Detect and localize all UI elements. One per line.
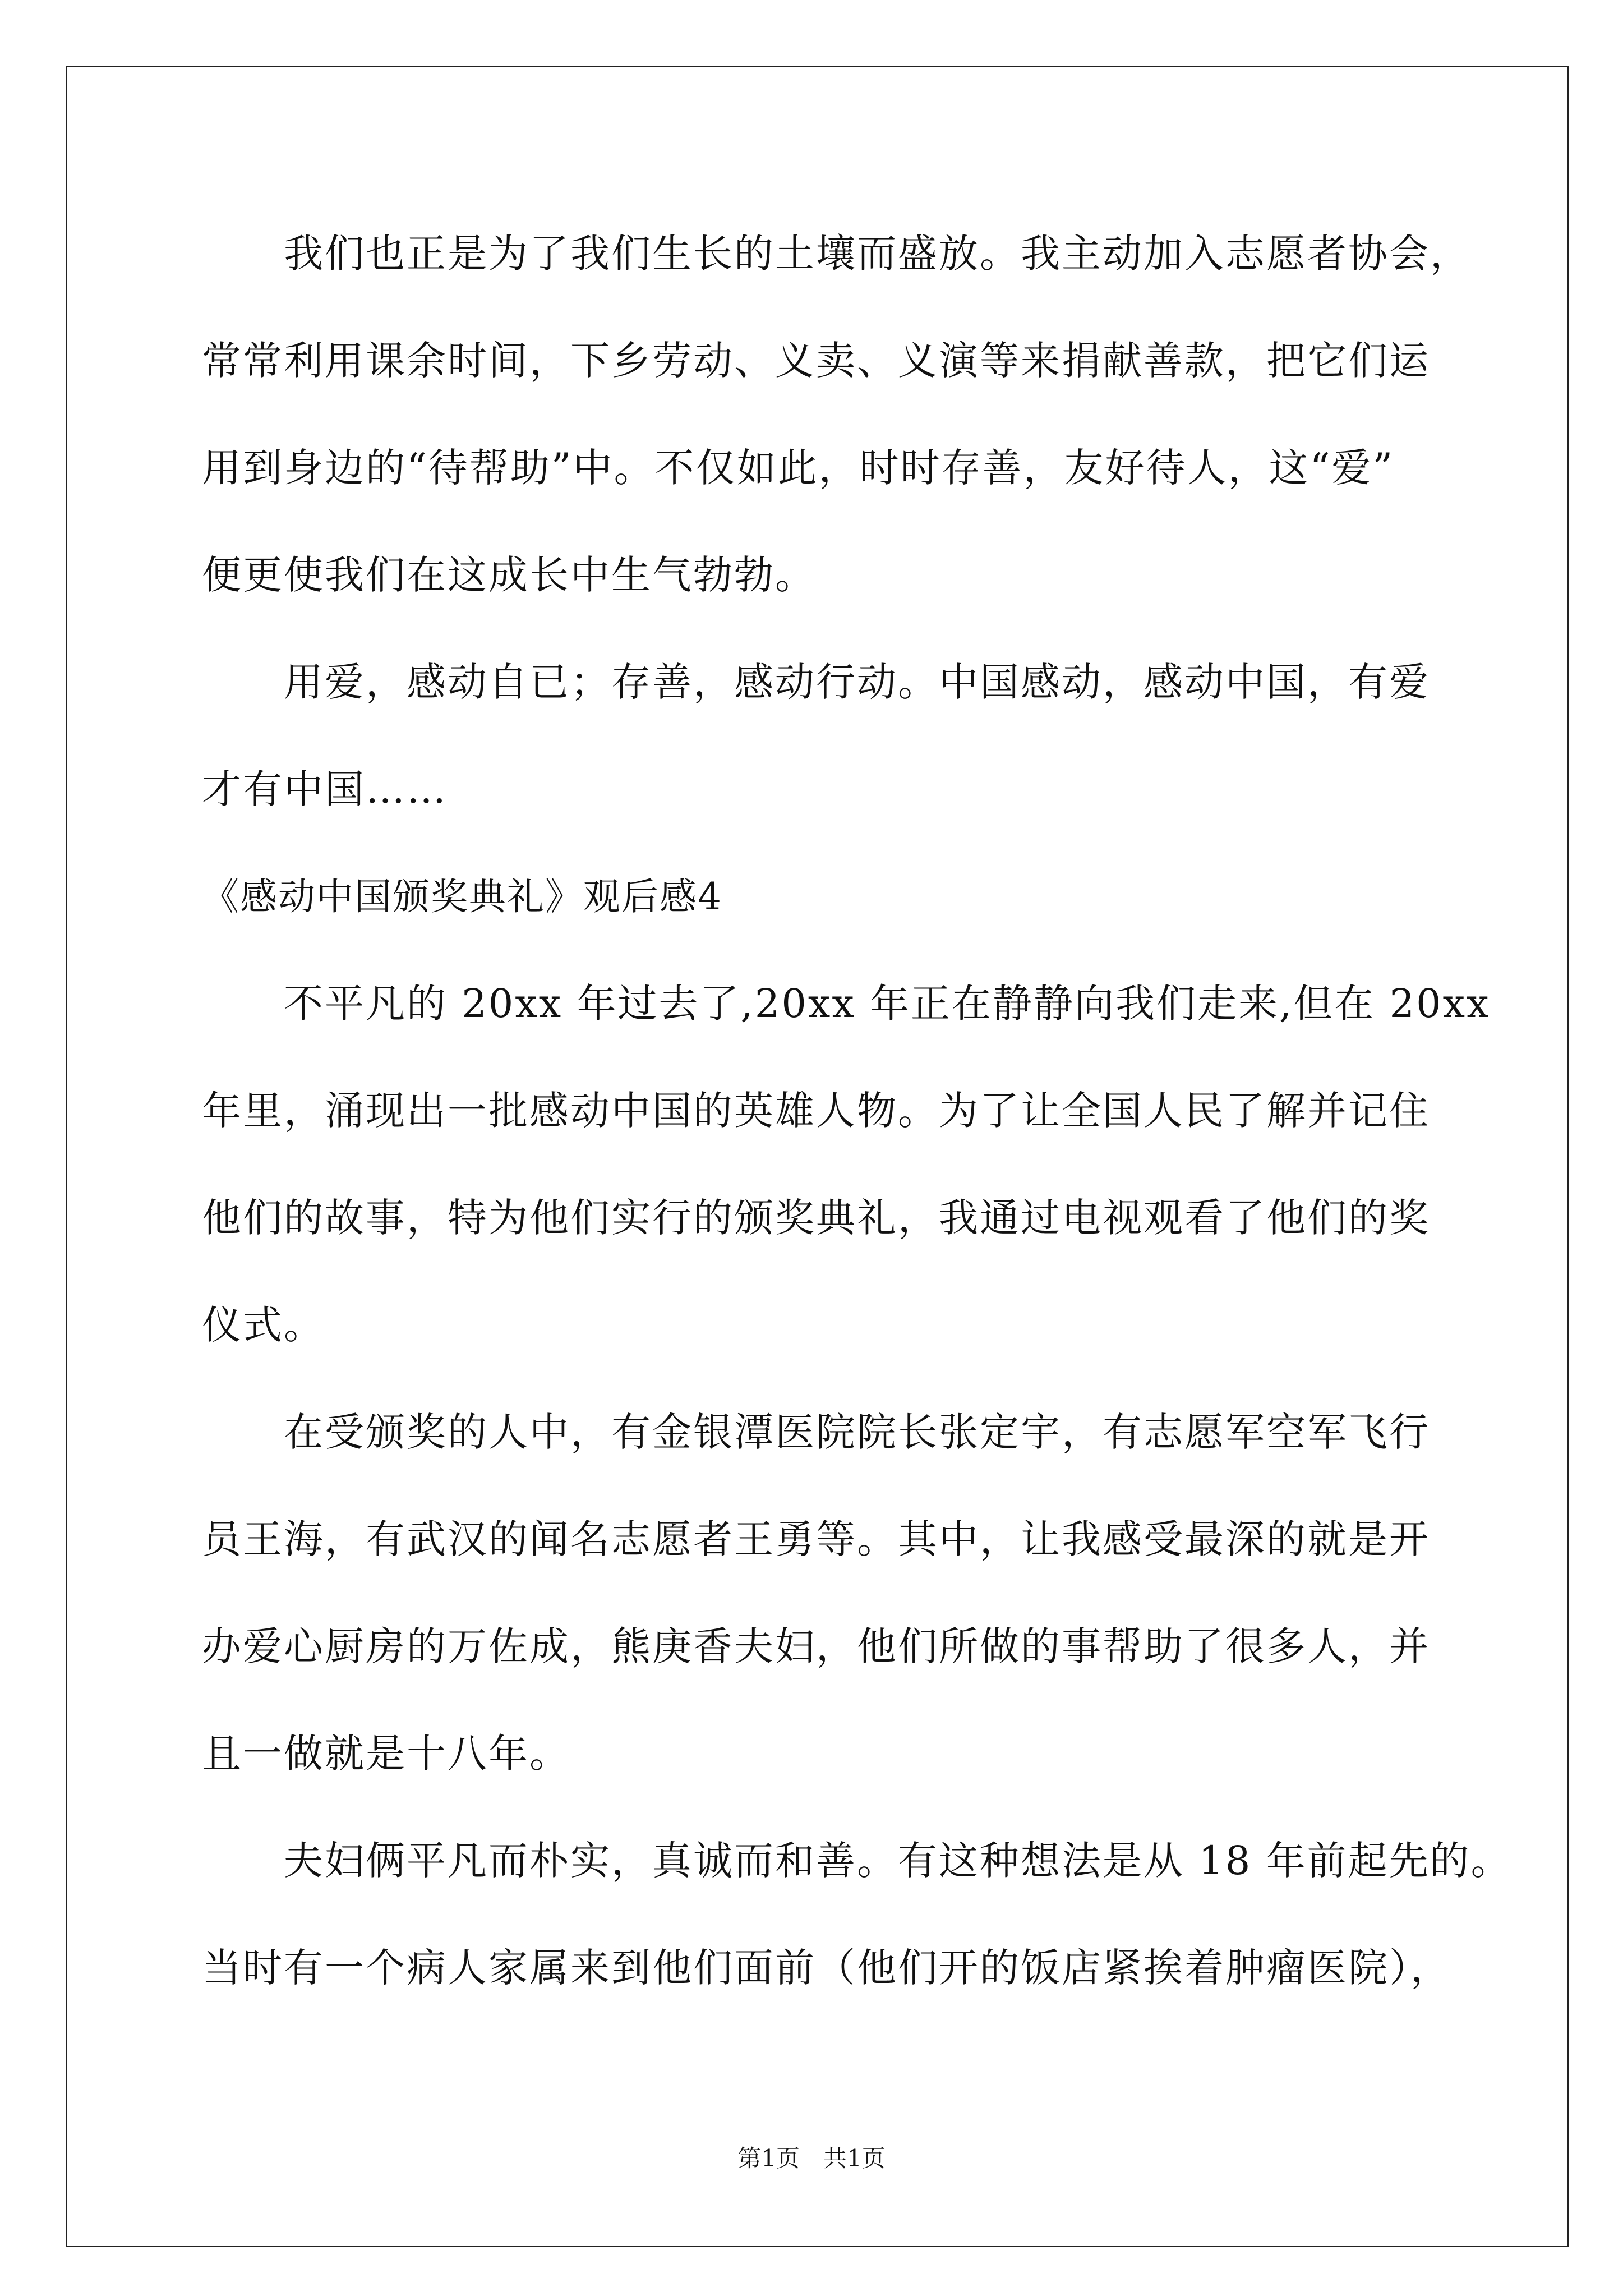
text-line: 仪式。 xyxy=(202,1302,325,1348)
page-number-footer: 第1页 共1页 xyxy=(737,2145,886,2172)
text-line: 他们的故事，特为他们实行的颁奖典礼，我通过电视观看了他们的奖 xyxy=(202,1195,1430,1241)
text-line: 常常利用课余时间，下乡劳动、义卖、义演等来捐献善款，把它们运 xyxy=(202,338,1430,384)
text-line: 员王海，有武汉的闻名志愿者王勇等。其中，让我感受最深的就是开 xyxy=(202,1516,1430,1562)
text-line: 年里，涌现出一批感动中国的英雄人物。为了让全国人民了解并记住 xyxy=(202,1088,1430,1134)
text-line: 才有中国…… xyxy=(202,766,448,812)
section-heading: 《感动中国颁奖典礼》观后感4 xyxy=(202,875,722,918)
text-line: 且一做就是十八年。 xyxy=(202,1731,570,1777)
text-line: 便更使我们在这成长中生气勃勃。 xyxy=(202,552,816,598)
text-line: 用到身边的“待帮助”中。不仅如此，时时存善，友好待人，这“爱” xyxy=(202,445,1395,491)
text-line: 用爱，感动自已；存善，感动行动。中国感动，感动中国，有爱 xyxy=(284,659,1430,705)
text-line: 夫妇俩平凡而朴实，真诚而和善。有这种想法是从 18 年前起先的。 xyxy=(284,1838,1512,1884)
document-body xyxy=(202,200,1548,2022)
text-line: 不平凡的 20xx 年过去了,20xx 年正在静静向我们走来,但在 20xx xyxy=(284,981,1491,1027)
text-line: 在受颁奖的人中，有金银潭医院院长张定宇，有志愿军空军飞行 xyxy=(284,1409,1430,1455)
text-line: 我们也正是为了我们生长的土壤而盛放。我主动加入志愿者协会， xyxy=(284,231,1471,277)
text-line: 当时有一个病人家属来到他们面前（他们开的饭店紧挨着肿瘤医院）， xyxy=(202,1945,1451,1991)
text-line: 办爱心厨房的万佐成，熊庚香夫妇，他们所做的事帮助了很多人，并 xyxy=(202,1623,1430,1669)
